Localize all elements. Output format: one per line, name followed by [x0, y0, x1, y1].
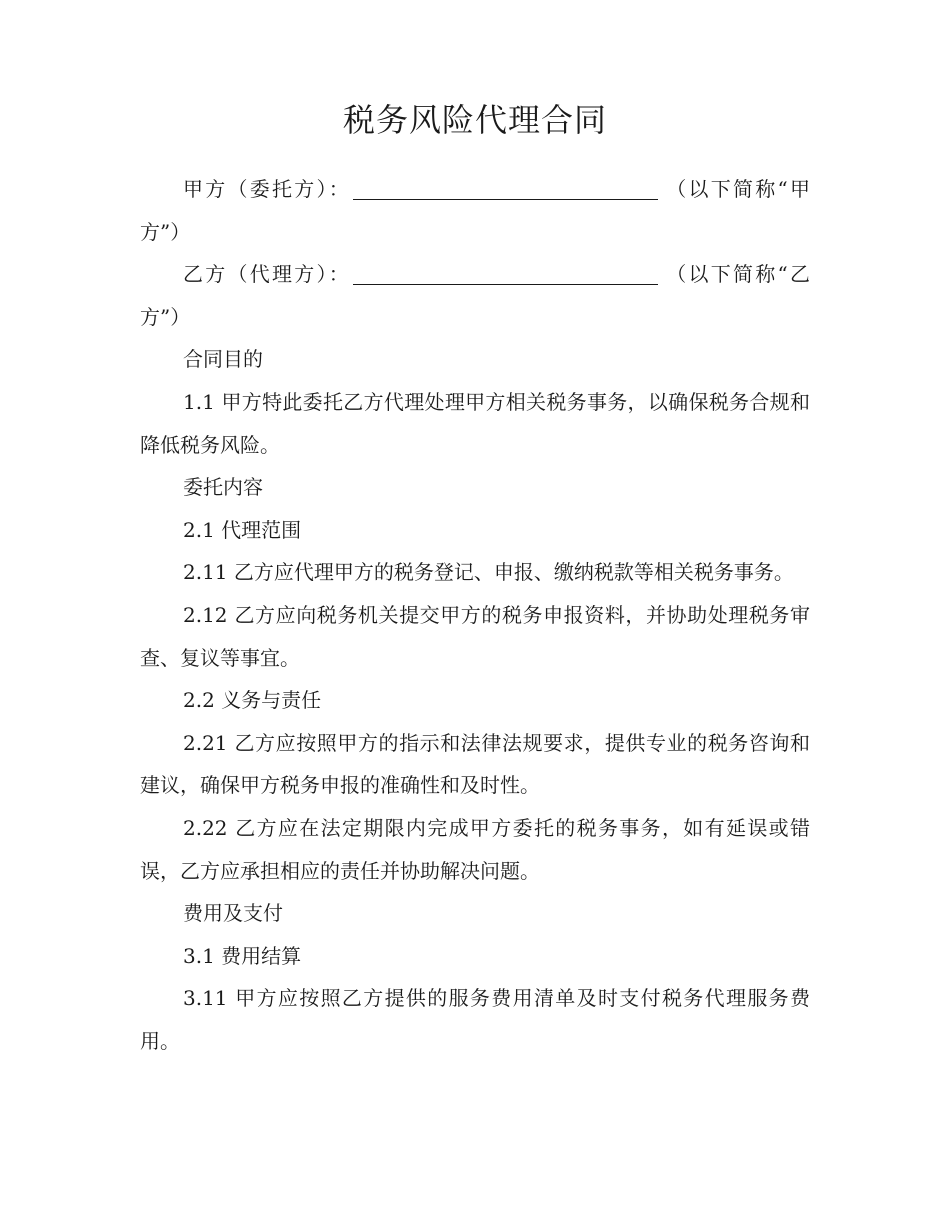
- clause-2-1: 2.1 代理范围: [183, 517, 302, 542]
- party-b-suffix: （以下简称“乙方”）: [140, 262, 810, 329]
- document-body: [140, 168, 810, 1062]
- party-b-label: 乙方（代理方）：: [183, 262, 352, 287]
- party-a-line: [140, 168, 810, 253]
- clause-2-2: 2.2 义务与责任: [183, 688, 322, 713]
- clause-3-11: 3.11 甲方应按照乙方提供的服务费用清单及时支付税务代理服务费用。: [140, 986, 810, 1053]
- clause-3-1: 3.1 费用结算: [183, 943, 302, 968]
- clause-2-12: 2.12 乙方应向税务机关提交甲方的税务申报资料，并协助处理税务审查、复议等事宜。: [140, 602, 810, 670]
- section-heading-fees: 费用及支付: [183, 901, 283, 926]
- party-a-label: 甲方（委托方）：: [183, 177, 352, 201]
- party-b-name-blank[interactable]: [353, 260, 658, 285]
- clause-1-1: 1.1 甲方特此委托乙方代理处理甲方相关税务事务，以确保税务合规和降低税务风险。: [140, 389, 810, 457]
- clause-2-11: 2.11 乙方应代理甲方的税务登记、申报、缴纳税款等相关税务事务。: [183, 560, 794, 585]
- clause-2-21: 2.21 乙方应按照甲方的指示和法律法规要求，提供专业的税务咨询和建议，确保甲方税务申报的准确性和及时性。: [140, 730, 810, 798]
- party-b-line: [140, 253, 810, 338]
- clause-2-22: 2.22 乙方应在法定期限内完成甲方委托的税务事务，如有延误或错误，乙方应承担相应的责任并协助解决问题。: [140, 815, 810, 883]
- section-heading-purpose: 合同目的: [183, 347, 263, 372]
- document-title: 税务风险代理合同: [342, 101, 607, 139]
- section-heading-scope: 委托内容: [183, 475, 263, 500]
- party-a-name-blank[interactable]: [353, 175, 658, 200]
- party-a-suffix: （以下简称“甲方”）: [140, 177, 810, 244]
